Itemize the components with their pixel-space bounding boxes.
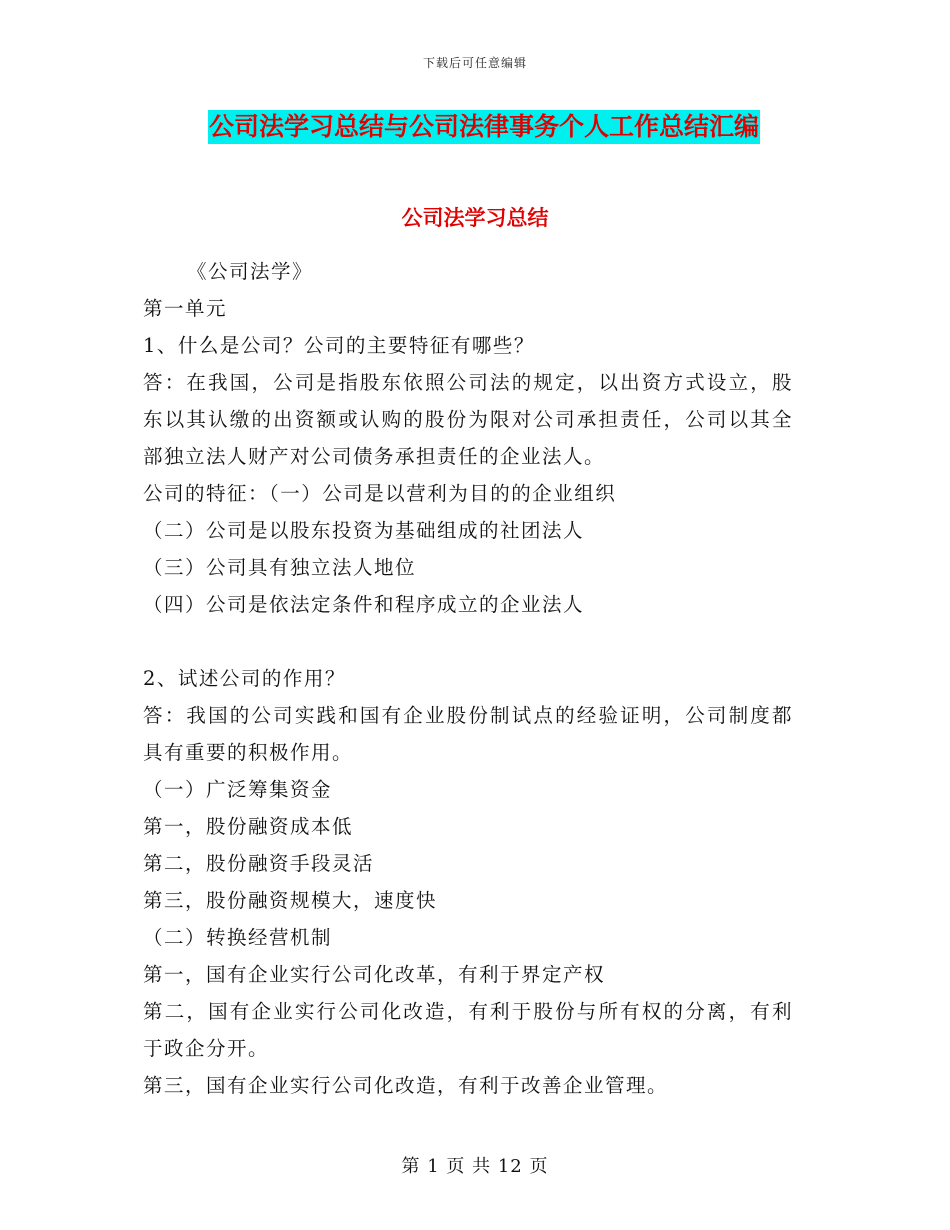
question-2: 2、试述公司的作用？ bbox=[143, 667, 346, 690]
feature-1: 公司的特征：（一）公司是以营利为目的的企业组织 bbox=[143, 482, 617, 505]
unit-heading: 第一单元 bbox=[143, 297, 228, 320]
feature-4: （四）公司是依法定条件和程序成立的企业法人 bbox=[143, 593, 585, 616]
feature-2: （二）公司是以股东投资为基础组成的社团法人 bbox=[143, 519, 585, 542]
answer-1: 答：在我国，公司是指股东依照公司法的规定，以出资方式设立，股东以其认缴的出资额或认购的股份为限对公司承担责任，公司以其全部独立法人财产对公司债务承担责任的企业法人。 bbox=[143, 371, 793, 468]
book-title: 《公司法学》 bbox=[187, 260, 314, 283]
role-heading-1: （一）广泛筹集资金 bbox=[143, 778, 333, 801]
feature-3: （三）公司具有独立法人地位 bbox=[143, 556, 417, 579]
role-item-1: 第一，股份融资成本低 bbox=[143, 815, 354, 838]
document-title: 公司法学习总结与公司法律事务个人工作总结汇编 bbox=[208, 110, 760, 144]
header-note: 下载后可任意编辑 bbox=[422, 56, 527, 70]
role-item-3: 第三，股份融资规模大，速度快 bbox=[143, 889, 438, 912]
reform-item-2: 第二，国有企业实行公司化改造，有利于股份与所有权的分离，有利于政企分开。 bbox=[143, 1000, 793, 1060]
reform-item-3: 第三，国有企业实行公司化改造，有利于改善企业管理。 bbox=[143, 1074, 669, 1097]
question-1: 1、什么是公司？公司的主要特征有哪些？ bbox=[143, 334, 535, 357]
blank-line bbox=[143, 623, 793, 660]
answer-2: 答：我国的公司实践和国有企业股份制试点的经验证明，公司制度都具有重要的积极作用。 bbox=[143, 704, 793, 764]
role-heading-2: （二）转换经营机制 bbox=[143, 926, 333, 949]
document-body bbox=[143, 253, 793, 1104]
reform-item-1: 第一，国有企业实行公司化改革，有利于界定产权 bbox=[143, 963, 606, 986]
role-item-2: 第二，股份融资手段灵活 bbox=[143, 852, 375, 875]
page-number: 第 1 页 共 12 页 bbox=[401, 1156, 549, 1177]
section-title: 公司法学习总结 bbox=[401, 206, 549, 230]
